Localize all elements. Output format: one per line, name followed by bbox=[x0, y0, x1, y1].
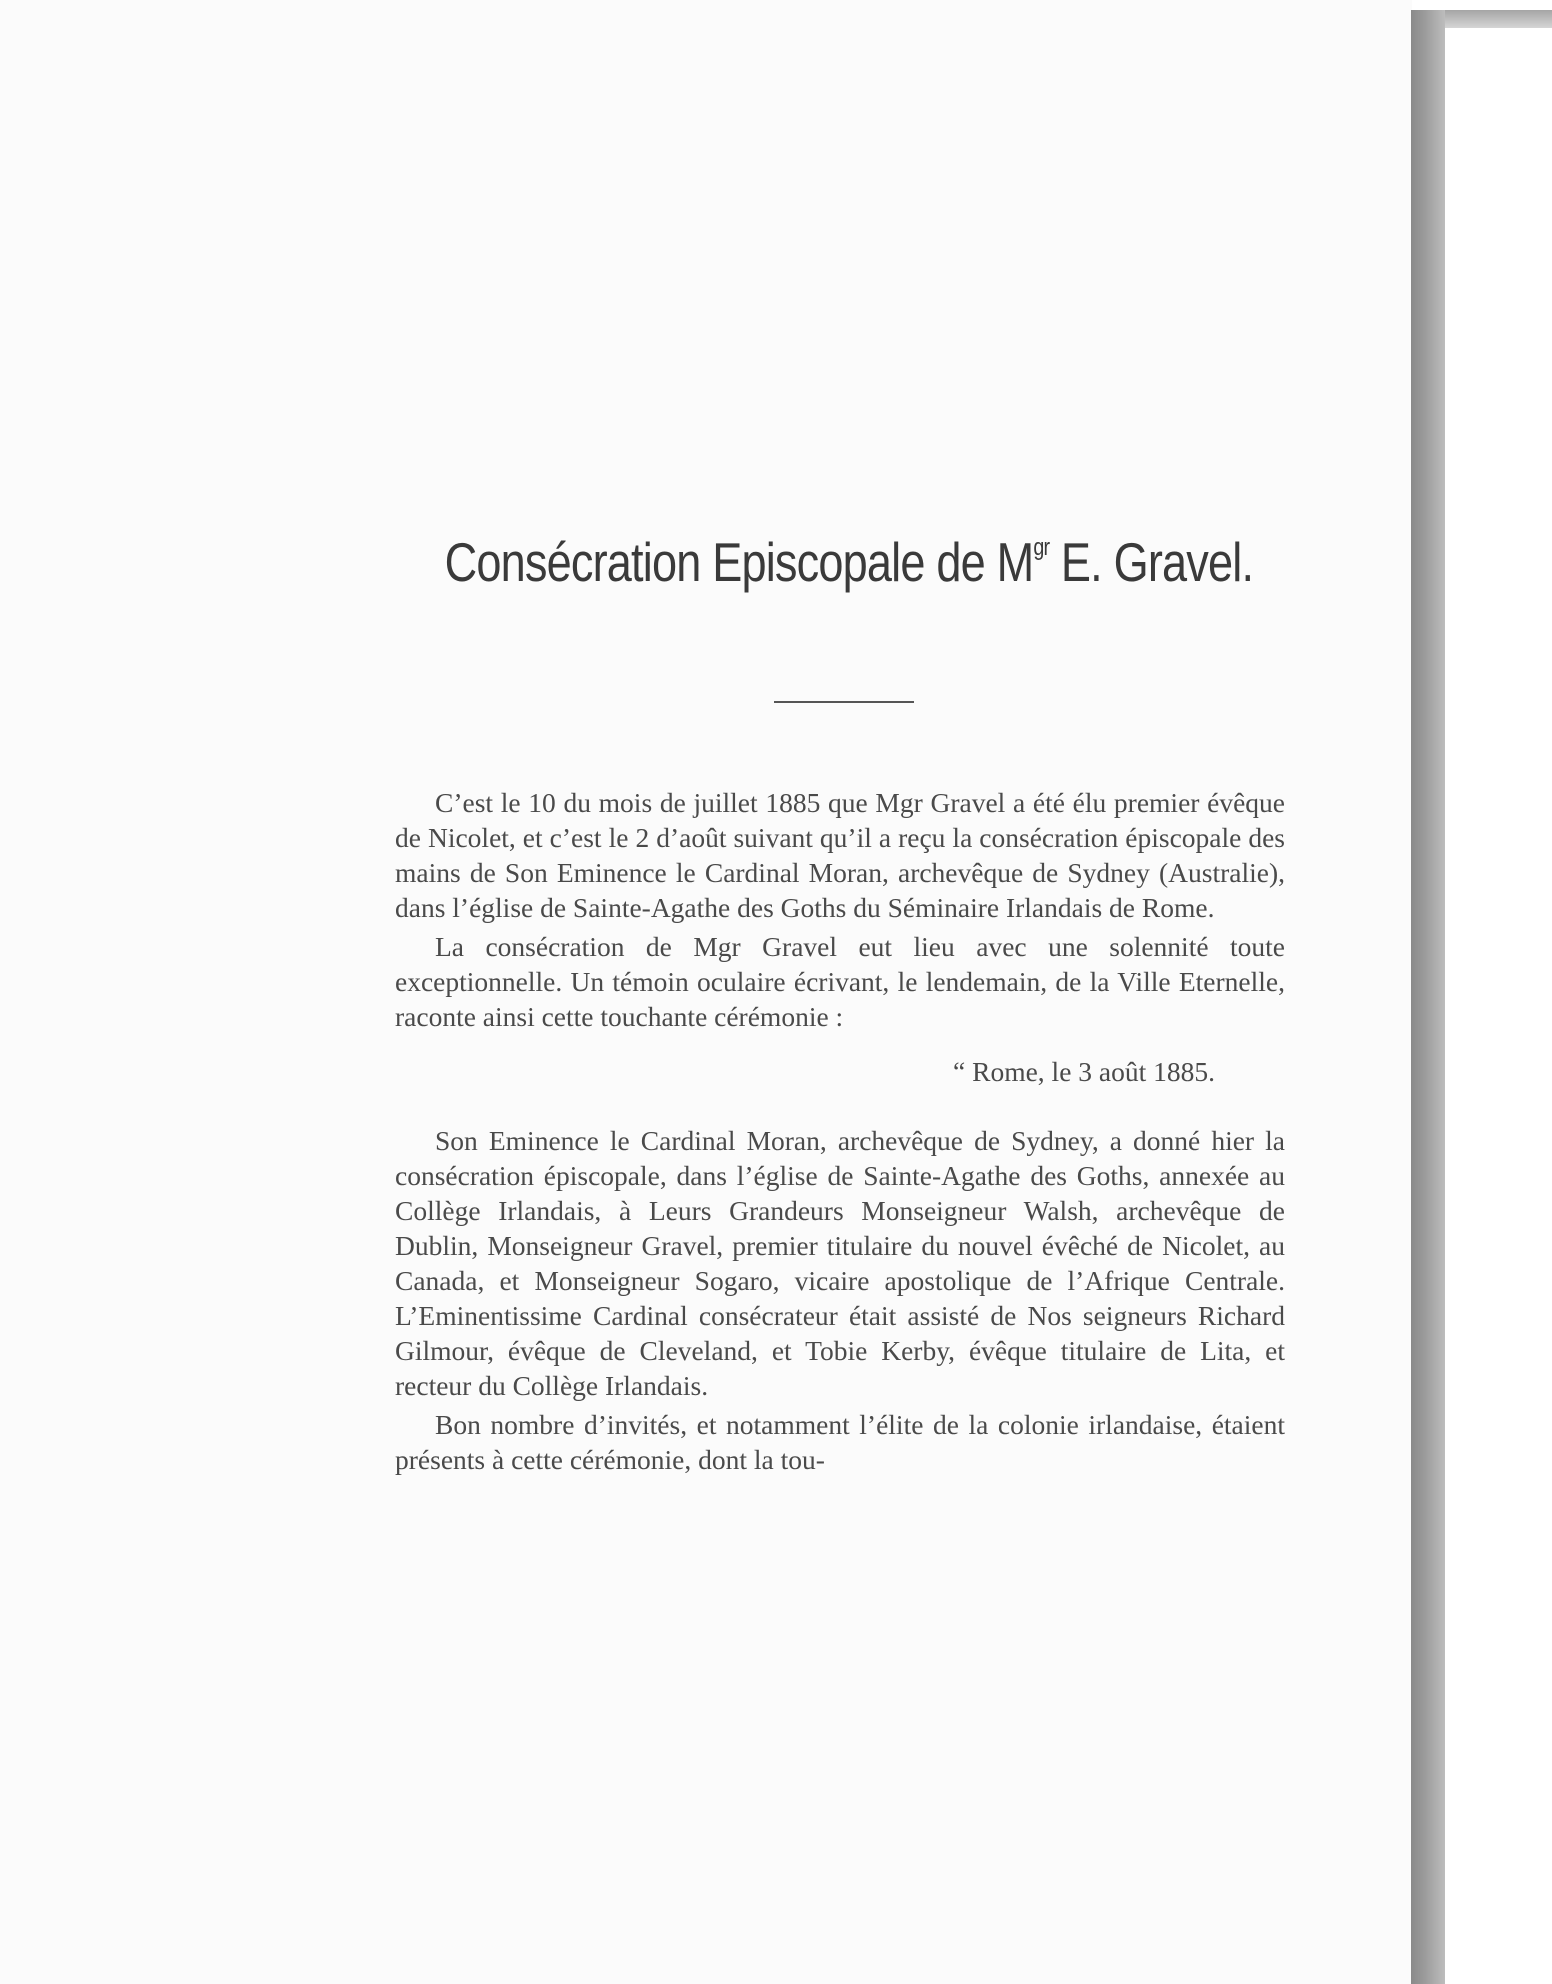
scan-edge-shadow bbox=[1411, 10, 1445, 1984]
letter-paragraph: Son Eminence le Cardinal Moran, archevêque de Sydney, a donné hier la consécration épiscopale, dans l’église de Sainte-Agathe des Goths, annexée au Collège Irlandais, à Leurs Grandeurs Monseigneur Walsh, archevêque de Dublin, Monseigneur Gravel, premier titulaire du nouvel évêché de Nicolet, au Canada, et Monseigneur Sogaro, vicaire apostolique de l’Afrique Centrale. L’Eminentissime Cardinal consécrateur était assisté de Nos seigneurs Richard Gilmour, évêque de Cleveland, et Tobie Kerby, évêque titulaire de Lita, et recteur du Collège Irlandais. bbox=[395, 1125, 1285, 1401]
letter-dateline: “ Rome, le 3 août 1885. bbox=[953, 1056, 1215, 1087]
body-text bbox=[395, 785, 1285, 1481]
paragraph: C’est le 10 du mois de juillet 1885 que Mgr Gravel a été élu premier évêque de Nicolet, et c’est le 2 d’août suivant qu’il a reçu la consécration épiscopale des mains de Son Eminence le Cardinal Moran, archevêque de Sydney (Australie), dans l’église de Sainte-Agathe des Goths du Séminaire Irlandais de Rome. bbox=[395, 787, 1285, 923]
letter-paragraph: Bon nombre d’invités, et notamment l’élite de la colonie irlandaise, étaient présents à cette cérémonie, dont la tou- bbox=[395, 1409, 1285, 1475]
title-divider bbox=[774, 701, 914, 703]
page-title bbox=[444, 530, 1254, 594]
title-superscript: gr bbox=[1033, 534, 1050, 561]
title-end: E. Gravel. bbox=[1049, 531, 1254, 593]
paragraph: La consécration de Mgr Gravel eut lieu avec une solennité toute exceptionnelle. Un témoin oculaire écrivant, le lendemain, de la Ville Eternelle, raconte ainsi cette touchante cérémonie : bbox=[395, 931, 1285, 1032]
title-main: Consécration Episcopale de M bbox=[444, 531, 1034, 593]
